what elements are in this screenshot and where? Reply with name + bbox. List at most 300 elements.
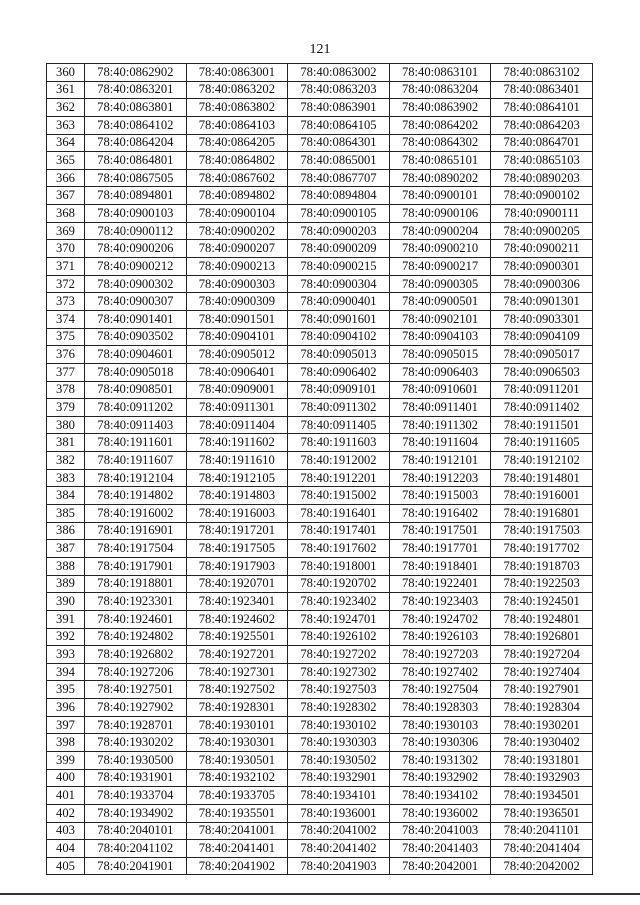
table-row <box>47 275 593 293</box>
table-row <box>47 734 593 752</box>
table-row <box>47 505 593 523</box>
cadastral-number-cell: 78:40:2042001 <box>389 857 491 875</box>
cadastral-number-cell: 78:40:2041403 <box>389 840 491 858</box>
cadastral-number-cell: 78:40:1911601 <box>85 434 187 452</box>
cadastral-number-cell: 78:40:0867505 <box>85 169 187 187</box>
row-number: 367 <box>47 187 85 205</box>
cadastral-number-cell: 78:40:2041001 <box>186 822 288 840</box>
row-number: 368 <box>47 205 85 223</box>
cadastral-number-cell: 78:40:0900213 <box>186 258 288 276</box>
cadastral-number-cell: 78:40:1927301 <box>186 663 288 681</box>
cadastral-number-cell: 78:40:1914801 <box>491 469 593 487</box>
row-number: 400 <box>47 769 85 787</box>
cadastral-number-cell: 78:40:2041404 <box>491 840 593 858</box>
cadastral-number-cell: 78:40:1917504 <box>85 540 187 558</box>
cadastral-number-cell: 78:40:0905015 <box>389 346 491 364</box>
table-row <box>47 487 593 505</box>
table-row <box>47 663 593 681</box>
row-number: 385 <box>47 505 85 523</box>
cadastral-number-cell: 78:40:1927206 <box>85 663 187 681</box>
cadastral-number-cell: 78:40:0903301 <box>491 310 593 328</box>
table-row <box>47 381 593 399</box>
cadastral-number-cell: 78:40:1917602 <box>288 540 390 558</box>
cadastral-number-cell: 78:40:0900304 <box>288 275 390 293</box>
cadastral-number-cell: 78:40:0863101 <box>389 64 491 82</box>
cadastral-number-cell: 78:40:1917903 <box>186 557 288 575</box>
table-row <box>47 751 593 769</box>
cadastral-number-cell: 78:40:0900202 <box>186 222 288 240</box>
cadastral-number-cell: 78:40:1927202 <box>288 646 390 664</box>
table-row <box>47 628 593 646</box>
cadastral-number-cell: 78:40:0905013 <box>288 346 390 364</box>
cadastral-number-cell: 78:40:1923301 <box>85 593 187 611</box>
row-number: 375 <box>47 328 85 346</box>
cadastral-number-cell: 78:40:0909001 <box>186 381 288 399</box>
cadastral-number-cell: 78:40:0906503 <box>491 363 593 381</box>
cadastral-number-cell: 78:40:1917901 <box>85 557 187 575</box>
table-row <box>47 522 593 540</box>
cadastral-number-cell: 78:40:1917201 <box>186 522 288 540</box>
cadastral-number-cell: 78:40:0900206 <box>85 240 187 258</box>
cadastral-number-cell: 78:40:1918001 <box>288 557 390 575</box>
row-number: 362 <box>47 99 85 117</box>
cadastral-number-cell: 78:40:1911603 <box>288 434 390 452</box>
cadastral-number-cell: 78:40:1917702 <box>491 540 593 558</box>
cadastral-number-cell: 78:40:1920702 <box>288 575 390 593</box>
cadastral-number-cell: 78:40:1912201 <box>288 469 390 487</box>
cadastral-number-cell: 78:40:0900401 <box>288 293 390 311</box>
cadastral-number-cell: 78:40:0864802 <box>186 152 288 170</box>
cadastral-number-cell: 78:40:2041101 <box>491 822 593 840</box>
table-row <box>47 205 593 223</box>
row-number: 384 <box>47 487 85 505</box>
cadastral-number-cell: 78:40:1927201 <box>186 646 288 664</box>
cadastral-number-cell: 78:40:0900211 <box>491 240 593 258</box>
cadastral-number-cell: 78:40:1928301 <box>186 699 288 717</box>
cadastral-number-cell: 78:40:1912101 <box>389 452 491 470</box>
cadastral-number-cell: 78:40:1927902 <box>85 699 187 717</box>
cadastral-number-cell: 78:40:1916402 <box>389 505 491 523</box>
row-number: 389 <box>47 575 85 593</box>
table-row <box>47 434 593 452</box>
cadastral-number-cell: 78:40:1923401 <box>186 593 288 611</box>
cadastral-number-cell: 78:40:0864801 <box>85 152 187 170</box>
row-number: 378 <box>47 381 85 399</box>
table-row <box>47 857 593 875</box>
cadastral-number-cell: 78:40:2041902 <box>186 857 288 875</box>
cadastral-number-cell: 78:40:1928701 <box>85 716 187 734</box>
row-number: 401 <box>47 787 85 805</box>
row-number: 371 <box>47 258 85 276</box>
row-number: 394 <box>47 663 85 681</box>
cadastral-number-cell: 78:40:1930402 <box>491 734 593 752</box>
cadastral-number-cell: 78:40:0901301 <box>491 293 593 311</box>
cadastral-number-cell: 78:40:0864202 <box>389 116 491 134</box>
row-number: 381 <box>47 434 85 452</box>
cadastral-number-cell: 78:40:0910601 <box>389 381 491 399</box>
cadastral-number-cell: 78:40:1936002 <box>389 804 491 822</box>
cadastral-number-cell: 78:40:1930102 <box>288 716 390 734</box>
cadastral-number-cell: 78:40:2041402 <box>288 840 390 858</box>
table-row <box>47 646 593 664</box>
cadastral-number-cell: 78:40:1917505 <box>186 540 288 558</box>
cadastral-number-cell: 78:40:0901501 <box>186 310 288 328</box>
cadastral-number-cell: 78:40:0865101 <box>389 152 491 170</box>
row-number: 397 <box>47 716 85 734</box>
cadastral-number-cell: 78:40:1927302 <box>288 663 390 681</box>
cadastral-number-cell: 78:40:1934101 <box>288 787 390 805</box>
cadastral-number-cell: 78:40:0900212 <box>85 258 187 276</box>
cadastral-number-cell: 78:40:1932902 <box>389 769 491 787</box>
cadastral-number-cell: 78:40:1924501 <box>491 593 593 611</box>
cadastral-number-cell: 78:40:1930101 <box>186 716 288 734</box>
cadastral-number-cell: 78:40:0911301 <box>186 399 288 417</box>
cadastral-number-cell: 78:40:0900203 <box>288 222 390 240</box>
cadastral-number-cell: 78:40:0900301 <box>491 258 593 276</box>
cadastral-number-cell: 78:40:0900111 <box>491 205 593 223</box>
cadastral-number-cell: 78:40:0865001 <box>288 152 390 170</box>
table-body <box>47 64 593 875</box>
cadastral-number-cell: 78:40:1934501 <box>491 787 593 805</box>
cadastral-number-cell: 78:40:0911202 <box>85 399 187 417</box>
table-row <box>47 540 593 558</box>
cadastral-number-cell: 78:40:2041401 <box>186 840 288 858</box>
table-row <box>47 804 593 822</box>
row-number: 379 <box>47 399 85 417</box>
row-number: 396 <box>47 699 85 717</box>
cadastral-number-cell: 78:40:0911404 <box>186 416 288 434</box>
cadastral-number-cell: 78:40:1912104 <box>85 469 187 487</box>
cadastral-number-cell: 78:40:0900104 <box>186 205 288 223</box>
row-number: 372 <box>47 275 85 293</box>
table-row <box>47 452 593 470</box>
cadastral-number-cell: 78:40:0900501 <box>389 293 491 311</box>
row-number: 387 <box>47 540 85 558</box>
cadastral-number-cell: 78:40:2041102 <box>85 840 187 858</box>
row-number: 392 <box>47 628 85 646</box>
table-row <box>47 610 593 628</box>
cadastral-number-cell: 78:40:1912105 <box>186 469 288 487</box>
cadastral-number-cell: 78:40:0908501 <box>85 381 187 399</box>
row-number: 404 <box>47 840 85 858</box>
cadastral-number-cell: 78:40:0900204 <box>389 222 491 240</box>
cadastral-number-cell: 78:40:0900217 <box>389 258 491 276</box>
cadastral-number-cell: 78:40:2041901 <box>85 857 187 875</box>
cadastral-number-cell: 78:40:0906401 <box>186 363 288 381</box>
table-row <box>47 363 593 381</box>
cadastral-number-cell: 78:40:1916003 <box>186 505 288 523</box>
table-row <box>47 187 593 205</box>
cadastral-number-cell: 78:40:1925501 <box>186 628 288 646</box>
table-row <box>47 258 593 276</box>
table-row <box>47 769 593 787</box>
cadastral-number-cell: 78:40:1920701 <box>186 575 288 593</box>
cadastral-number-cell: 78:40:1916001 <box>491 487 593 505</box>
table-row <box>47 116 593 134</box>
cadastral-number-cell: 78:40:2041003 <box>389 822 491 840</box>
row-number: 369 <box>47 222 85 240</box>
row-number: 363 <box>47 116 85 134</box>
cadastral-number-cell: 78:40:0863401 <box>491 81 593 99</box>
cadastral-number-cell: 78:40:0863902 <box>389 99 491 117</box>
cadastral-number-cell: 78:40:0863102 <box>491 64 593 82</box>
cadastral-number-cell: 78:40:0900105 <box>288 205 390 223</box>
cadastral-number-cell: 78:40:0904102 <box>288 328 390 346</box>
cadastral-number-cell: 78:40:0863204 <box>389 81 491 99</box>
cadastral-number-cell: 78:40:0902101 <box>389 310 491 328</box>
cadastral-number-cell: 78:40:0911403 <box>85 416 187 434</box>
table-row <box>47 81 593 99</box>
cadastral-number-cell: 78:40:0900106 <box>389 205 491 223</box>
cadastral-number-cell: 78:40:0911201 <box>491 381 593 399</box>
cadastral-number-cell: 78:40:1930301 <box>186 734 288 752</box>
cadastral-number-cell: 78:40:0864302 <box>389 134 491 152</box>
cadastral-number-cell: 78:40:1912002 <box>288 452 390 470</box>
cadastral-number-cell: 78:40:1931302 <box>389 751 491 769</box>
cadastral-number-cell: 78:40:1930502 <box>288 751 390 769</box>
cadastral-number-cell: 78:40:0905018 <box>85 363 187 381</box>
cadastral-number-cell: 78:40:1927203 <box>389 646 491 664</box>
row-number: 360 <box>47 64 85 82</box>
cadastral-number-cell: 78:40:0864105 <box>288 116 390 134</box>
cadastral-number-cell: 78:40:0906402 <box>288 363 390 381</box>
cadastral-number-cell: 78:40:1912203 <box>389 469 491 487</box>
table-row <box>47 310 593 328</box>
row-number: 364 <box>47 134 85 152</box>
row-number: 377 <box>47 363 85 381</box>
cadastral-number-cell: 78:40:1930500 <box>85 751 187 769</box>
row-number: 366 <box>47 169 85 187</box>
table-row <box>47 222 593 240</box>
cadastral-number-cell: 78:40:0867707 <box>288 169 390 187</box>
row-number: 374 <box>47 310 85 328</box>
cadastral-number-cell: 78:40:0905012 <box>186 346 288 364</box>
cadastral-number-cell: 78:40:1912102 <box>491 452 593 470</box>
cadastral-number-cell: 78:40:0903502 <box>85 328 187 346</box>
row-number: 373 <box>47 293 85 311</box>
cadastral-number-cell: 78:40:1928303 <box>389 699 491 717</box>
cadastral-number-cell: 78:40:0900205 <box>491 222 593 240</box>
cadastral-number-cell: 78:40:0864301 <box>288 134 390 152</box>
cadastral-number-cell: 78:40:1930103 <box>389 716 491 734</box>
cadastral-number-cell: 78:40:0900302 <box>85 275 187 293</box>
row-number: 382 <box>47 452 85 470</box>
cadastral-number-cell: 78:40:1926802 <box>85 646 187 664</box>
cadastral-number-cell: 78:40:1916901 <box>85 522 187 540</box>
row-number: 386 <box>47 522 85 540</box>
table-row <box>47 134 593 152</box>
cadastral-number-cell: 78:40:1933704 <box>85 787 187 805</box>
table-row <box>47 716 593 734</box>
table-row <box>47 787 593 805</box>
cadastral-number-cell: 78:40:0862902 <box>85 64 187 82</box>
cadastral-number-cell: 78:40:0900101 <box>389 187 491 205</box>
cadastral-number-cell: 78:40:1934902 <box>85 804 187 822</box>
cadastral-number-cell: 78:40:1917503 <box>491 522 593 540</box>
cadastral-number-cell: 78:40:1917401 <box>288 522 390 540</box>
cadastral-number-cell: 78:40:2040101 <box>85 822 187 840</box>
cadastral-number-cell: 78:40:1924802 <box>85 628 187 646</box>
cadastral-number-cell: 78:40:1924601 <box>85 610 187 628</box>
row-number: 402 <box>47 804 85 822</box>
cadastral-number-cell: 78:40:0863801 <box>85 99 187 117</box>
table-row <box>47 64 593 82</box>
cadastral-number-cell: 78:40:1936001 <box>288 804 390 822</box>
cadastral-number-cell: 78:40:0900303 <box>186 275 288 293</box>
cadastral-number-cell: 78:40:1930202 <box>85 734 187 752</box>
cadastral-number-cell: 78:40:1927502 <box>186 681 288 699</box>
cadastral-number-cell: 78:40:1917501 <box>389 522 491 540</box>
cadastral-number-cell: 78:40:1916401 <box>288 505 390 523</box>
cadastral-number-cell: 78:40:2042002 <box>491 857 593 875</box>
cadastral-number-cell: 78:40:0900306 <box>491 275 593 293</box>
cadastral-number-cell: 78:40:1911607 <box>85 452 187 470</box>
cadastral-number-cell: 78:40:2041002 <box>288 822 390 840</box>
cadastral-number-cell: 78:40:0867602 <box>186 169 288 187</box>
cadastral-number-cell: 78:40:1922503 <box>491 575 593 593</box>
cadastral-number-cell: 78:40:0865103 <box>491 152 593 170</box>
cadastral-number-cell: 78:40:1928304 <box>491 699 593 717</box>
cadastral-number-cell: 78:40:0901401 <box>85 310 187 328</box>
table-row <box>47 840 593 858</box>
table-row <box>47 293 593 311</box>
cadastral-number-cell: 78:40:1924701 <box>288 610 390 628</box>
cadastral-number-cell: 78:40:1918801 <box>85 575 187 593</box>
cadastral-number-cell: 78:40:1911302 <box>389 416 491 434</box>
cadastral-number-cell: 78:40:1932901 <box>288 769 390 787</box>
cadastral-number-cell: 78:40:1930306 <box>389 734 491 752</box>
row-number: 361 <box>47 81 85 99</box>
cadastral-number-cell: 78:40:0904601 <box>85 346 187 364</box>
table-row <box>47 699 593 717</box>
cadastral-number-cell: 78:40:1927402 <box>389 663 491 681</box>
cadastral-number-cell: 78:40:1927501 <box>85 681 187 699</box>
cadastral-number-cell: 78:40:1930201 <box>491 716 593 734</box>
cadastral-number-cell: 78:40:1932102 <box>186 769 288 787</box>
cadastral-number-cell: 78:40:1930501 <box>186 751 288 769</box>
row-number: 388 <box>47 557 85 575</box>
cadastral-number-cell: 78:40:1917701 <box>389 540 491 558</box>
cadastral-number-cell: 78:40:1911610 <box>186 452 288 470</box>
cadastral-number-cell: 78:40:0900210 <box>389 240 491 258</box>
cadastral-number-cell: 78:40:1922401 <box>389 575 491 593</box>
table-row <box>47 575 593 593</box>
cadastral-number-cell: 78:40:1933705 <box>186 787 288 805</box>
cadastral-number-table <box>46 63 593 875</box>
cadastral-number-cell: 78:40:0864102 <box>85 116 187 134</box>
cadastral-number-cell: 78:40:0863202 <box>186 81 288 99</box>
cadastral-number-cell: 78:40:0900305 <box>389 275 491 293</box>
cadastral-number-cell: 78:40:0863203 <box>288 81 390 99</box>
cadastral-number-cell: 78:40:1935501 <box>186 804 288 822</box>
cadastral-number-cell: 78:40:1924801 <box>491 610 593 628</box>
page-number: 121 <box>309 42 331 57</box>
cadastral-number-cell: 78:40:0900103 <box>85 205 187 223</box>
cadastral-number-cell: 78:40:1916002 <box>85 505 187 523</box>
row-number: 391 <box>47 610 85 628</box>
row-number: 370 <box>47 240 85 258</box>
cadastral-number-cell: 78:40:0900207 <box>186 240 288 258</box>
cadastral-number-cell: 78:40:1911501 <box>491 416 593 434</box>
cadastral-number-cell: 78:40:0864205 <box>186 134 288 152</box>
cadastral-number-cell: 78:40:0863002 <box>288 64 390 82</box>
table-row <box>47 346 593 364</box>
cadastral-number-cell: 78:40:1924602 <box>186 610 288 628</box>
cadastral-number-cell: 78:40:0911401 <box>389 399 491 417</box>
table-row <box>47 399 593 417</box>
row-number: 393 <box>47 646 85 664</box>
cadastral-number-cell: 78:40:1931901 <box>85 769 187 787</box>
cadastral-number-cell: 78:40:0904103 <box>389 328 491 346</box>
cadastral-number-cell: 78:40:1927901 <box>491 681 593 699</box>
cadastral-number-cell: 78:40:0894802 <box>186 187 288 205</box>
cadastral-number-cell: 78:40:1911604 <box>389 434 491 452</box>
cadastral-number-cell: 78:40:0911405 <box>288 416 390 434</box>
cadastral-number-cell: 78:40:0863201 <box>85 81 187 99</box>
cadastral-number-cell: 78:40:1918703 <box>491 557 593 575</box>
row-number: 405 <box>47 857 85 875</box>
cadastral-number-cell: 78:40:0911302 <box>288 399 390 417</box>
row-number: 403 <box>47 822 85 840</box>
cadastral-number-cell: 78:40:1927504 <box>389 681 491 699</box>
cadastral-number-cell: 78:40:1931801 <box>491 751 593 769</box>
cadastral-number-cell: 78:40:1915003 <box>389 487 491 505</box>
cadastral-number-cell: 78:40:1927503 <box>288 681 390 699</box>
cadastral-number-cell: 78:40:0905017 <box>491 346 593 364</box>
row-number: 376 <box>47 346 85 364</box>
table-row <box>47 328 593 346</box>
cadastral-number-cell: 78:40:0900209 <box>288 240 390 258</box>
table-row <box>47 99 593 117</box>
cadastral-number-cell: 78:40:0864204 <box>85 134 187 152</box>
cadastral-number-cell: 78:40:0863802 <box>186 99 288 117</box>
row-number: 399 <box>47 751 85 769</box>
table-row <box>47 681 593 699</box>
cadastral-number-cell: 78:40:0894801 <box>85 187 187 205</box>
row-number: 383 <box>47 469 85 487</box>
cadastral-number-cell: 78:40:0864103 <box>186 116 288 134</box>
table-row <box>47 593 593 611</box>
cadastral-number-cell: 78:40:1924702 <box>389 610 491 628</box>
cadastral-number-cell: 78:40:1915002 <box>288 487 390 505</box>
cadastral-number-cell: 78:40:1926102 <box>288 628 390 646</box>
cadastral-number-cell: 78:40:1927404 <box>491 663 593 681</box>
cadastral-number-cell: 78:40:0901601 <box>288 310 390 328</box>
cadastral-number-cell: 78:40:0864701 <box>491 134 593 152</box>
cadastral-number-cell: 78:40:1932903 <box>491 769 593 787</box>
cadastral-number-cell: 78:40:0904101 <box>186 328 288 346</box>
cadastral-number-cell: 78:40:1927204 <box>491 646 593 664</box>
cadastral-number-cell: 78:40:1911602 <box>186 434 288 452</box>
cadastral-number-cell: 78:40:1914802 <box>85 487 187 505</box>
cadastral-number-cell: 78:40:0900112 <box>85 222 187 240</box>
cadastral-number-cell: 78:40:1926103 <box>389 628 491 646</box>
cadastral-number-cell: 78:40:0900307 <box>85 293 187 311</box>
cadastral-number-cell: 78:40:0890202 <box>389 169 491 187</box>
cadastral-number-cell: 78:40:1936501 <box>491 804 593 822</box>
cadastral-number-cell: 78:40:1926801 <box>491 628 593 646</box>
cadastral-number-cell: 78:40:1930303 <box>288 734 390 752</box>
cadastral-number-cell: 78:40:0906403 <box>389 363 491 381</box>
cadastral-number-cell: 78:40:0911402 <box>491 399 593 417</box>
bottom-rule <box>0 893 640 895</box>
cadastral-number-cell: 78:40:0863001 <box>186 64 288 82</box>
cadastral-number-cell: 78:40:0864101 <box>491 99 593 117</box>
cadastral-number-cell: 78:40:1923402 <box>288 593 390 611</box>
row-number: 398 <box>47 734 85 752</box>
cadastral-number-cell: 78:40:0863901 <box>288 99 390 117</box>
table-row <box>47 169 593 187</box>
